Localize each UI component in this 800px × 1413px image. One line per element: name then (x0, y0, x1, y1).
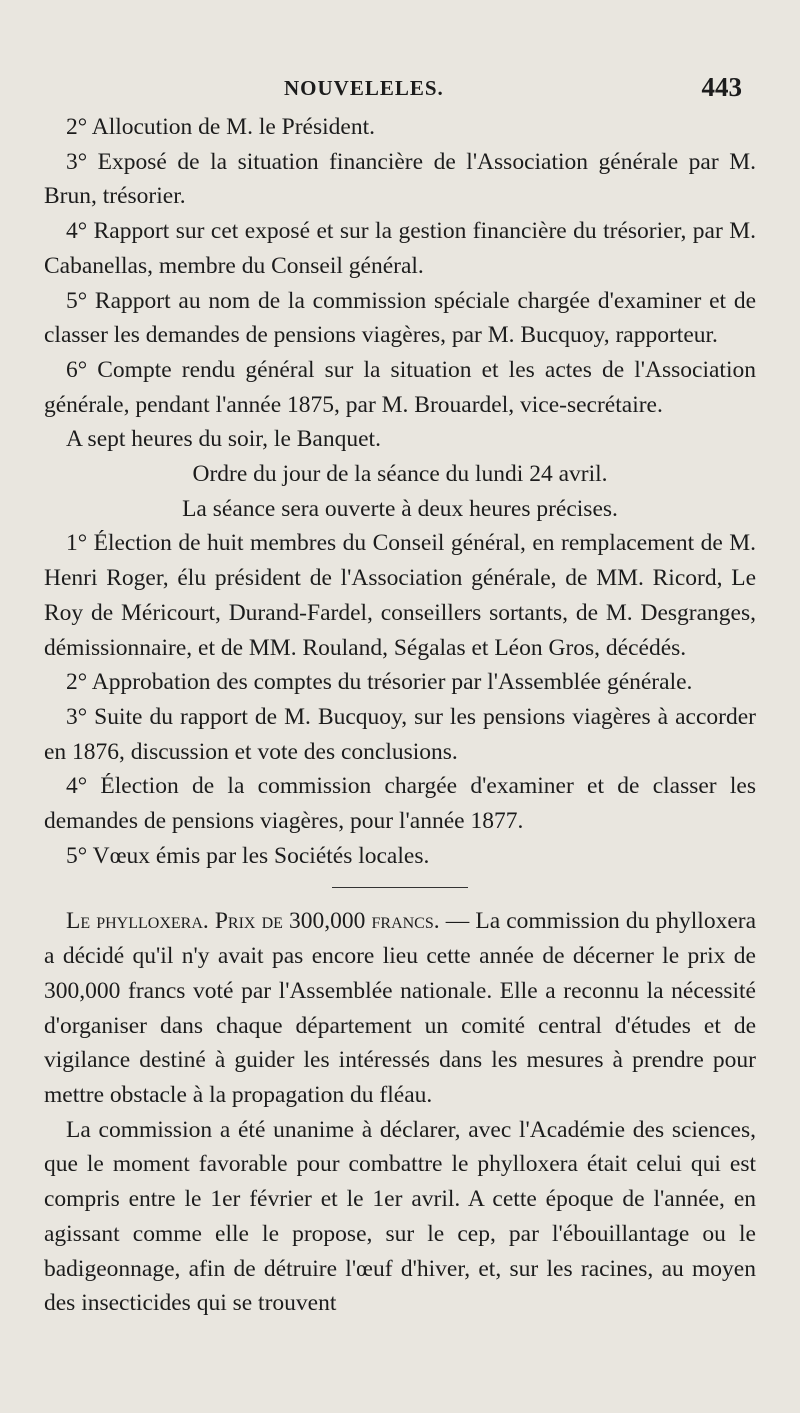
page-number: 443 (701, 72, 742, 102)
paragraph: A sept heures du soir, le Banquet. (66, 426, 381, 453)
running-title: NOUVELELES. (284, 76, 444, 100)
paragraph: 2° Approbation des comptes du trésorier par l'Assemblée générale. (66, 669, 693, 696)
page-header (0, 72, 800, 112)
paragraph (44, 904, 756, 1112)
paragraph: 4° Élection de la commission chargée d'examiner et de classer les demandes de pensions viagères, pour l'année 1877. (44, 773, 756, 835)
paragraph: 5° Vœux émis par les Sociétés locales. (66, 842, 430, 869)
paragraph: 1° Élection de huit membres du Conseil général, en remplacement de M. Henri Roger, élu président de l'Association générale, de MM. Ricord, Le Roy de Méricourt, Durand-Fardel, conseillers sortants, de M. Desgranges, démissionnaire, et de MM. Rouland, Ségalas et Léon Gros, décédés. (44, 530, 756, 661)
agenda-heading: Ordre du jour de la séance du lundi 24 avril. (192, 461, 608, 488)
paragraph: 6° Compte rendu général sur la situation et les actes de l'Association générale, pendant l'année 1875, par M. Brouardel, vice-secrétaire. (44, 356, 756, 418)
section-text: La commission du phylloxera a décidé qu'il n'y avait pas encore lieu cette année de décerner le prix de 300,000 francs voté par l'Assemblée nationale. Elle a reconnu la nécessité d'organiser dans chaque département un comité central d'études et de vigilance destiné à guider les intéressés dans les mesures à prendre pour mettre obstacle à la propagation du fléau. (44, 908, 757, 1108)
section-divider (332, 887, 468, 888)
paragraph: 2° Allocution de M. le Président. (66, 114, 375, 140)
paragraph: 3° Suite du rapport de M. Bucquoy, sur les pensions viagères à accorder en 1876, discussion et vote des conclusions. (44, 703, 756, 765)
paragraph: 4° Rapport sur cet exposé et sur la gestion financière du trésorier, par M. Cabanellas, membre du Conseil général. (44, 218, 756, 279)
paragraph: La commission a été unanime à déclarer, avec l'Académie des sciences, que le moment favorable pour combattre le phylloxera était celui qui est compris entre le 1er février et le 1er avril. A cette époque de l'année, en agissant comme elle le propose, sur le cep, par l'ébouillantage ou le badigeonnage, afin de détruire l'œuf d'hiver, et, sur les racines, au moyen des insecticides qui se trouvent (44, 1116, 756, 1317)
section-heading: Le phylloxera. Prix de 300,000 francs. — (66, 908, 470, 935)
paragraph: 3° Exposé de la situation financière de l'Association générale par M. Brun, trésorier. (44, 148, 756, 210)
body-text (44, 110, 756, 1321)
paragraph: 5° Rapport au nom de la commission spéciale chargée d'examiner et de classer les demandes de pensions viagères, par M. Bucquoy, rapporteur. (44, 287, 756, 349)
agenda-subheading: La séance sera ouverte à deux heures précises. (182, 495, 618, 522)
